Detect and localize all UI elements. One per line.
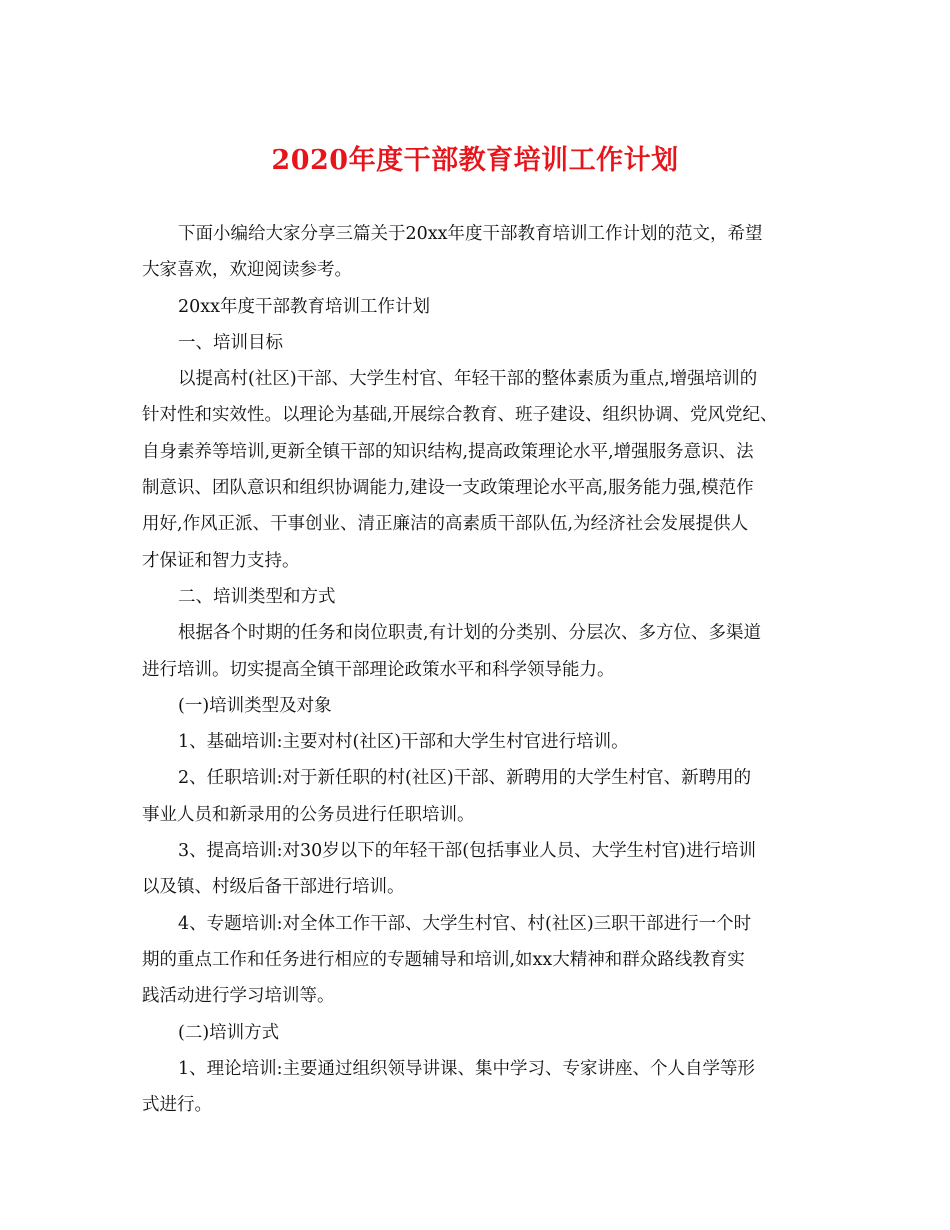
paragraph-line: 一、培训目标 [178, 332, 283, 353]
paragraph-line: 践活动进行学习培训等。 [142, 986, 335, 1007]
paragraph-line: 自身素养等培训,更新全镇干部的知识结构,提高政策理论水平,增强服务意识、法 [142, 441, 754, 462]
paragraph-line: 4、专题培训:对全体工作干部、大学生村官、村(社区)三职干部进行一个时 [178, 913, 752, 934]
paragraph-line: 进行培训。切实提高全镇干部理论政策水平和科学领导能力。 [142, 659, 615, 680]
paragraph-line: 下面小编给大家分享三篇关于20xx年度干部教育培训工作计划的范文，希望 [178, 224, 763, 244]
paragraph-line: 以及镇、村级后备干部进行培训。 [142, 877, 405, 898]
paragraph-line: 20xx年度干部教育培训工作计划 [178, 296, 431, 317]
document-title: 2020年度干部教育培训工作计划 [271, 145, 679, 176]
paragraph-line: 制意识、团队意识和组织协调能力,建设一支政策理论水平高,服务能力强,模范作 [142, 478, 754, 499]
paragraph-line: 式进行。 [142, 1095, 212, 1116]
paragraph-line: 用好,作风正派、干事创业、清正廉洁的高素质干部队伍,为经济社会发展提供人 [142, 514, 749, 535]
paragraph-line: 事业人员和新录用的公务员进行任职培训。 [142, 804, 475, 825]
document-body [142, 216, 810, 1123]
paragraph-line: 1、基础培训:主要对村(社区)干部和大学生村官进行培训。 [178, 732, 629, 753]
paragraph-line: 大家喜欢，欢迎阅读参考。 [142, 260, 352, 281]
paragraph-line: (一)培训类型及对象 [178, 695, 332, 716]
paragraph-line: 根据各个时期的任务和岗位职责,有计划的分类别、分层次、多方位、多渠道 [178, 623, 762, 644]
paragraph-line: 2、任职培训:对于新任职的村(社区)干部、新聘用的大学生村官、新聘用的 [178, 768, 752, 789]
paragraph-line: 二、培训类型和方式 [178, 586, 336, 607]
paragraph-line: 3、提高培训:对30岁以下的年轻干部(包括事业人员、大学生村官)进行培训 [178, 841, 756, 862]
paragraph-line: (二)培训方式 [178, 1022, 280, 1043]
paragraph-line: 1、理论培训:主要通过组织领导讲课、集中学习、专家讲座、个人自学等形 [178, 1058, 756, 1079]
paragraph-line: 期的重点工作和任务进行相应的专题辅导和培训,如xx大精神和群众路线教育实 [142, 949, 745, 970]
paragraph-line: 才保证和智力支持。 [142, 550, 300, 571]
paragraph-line: 以提高村(社区)干部、大学生村官、年轻干部的整体素质为重点,增强培训的 [178, 369, 758, 390]
paragraph-line: 针对性和实效性。以理论为基础,开展综合教育、班子建设、组织协调、党风党纪、 [142, 405, 778, 426]
